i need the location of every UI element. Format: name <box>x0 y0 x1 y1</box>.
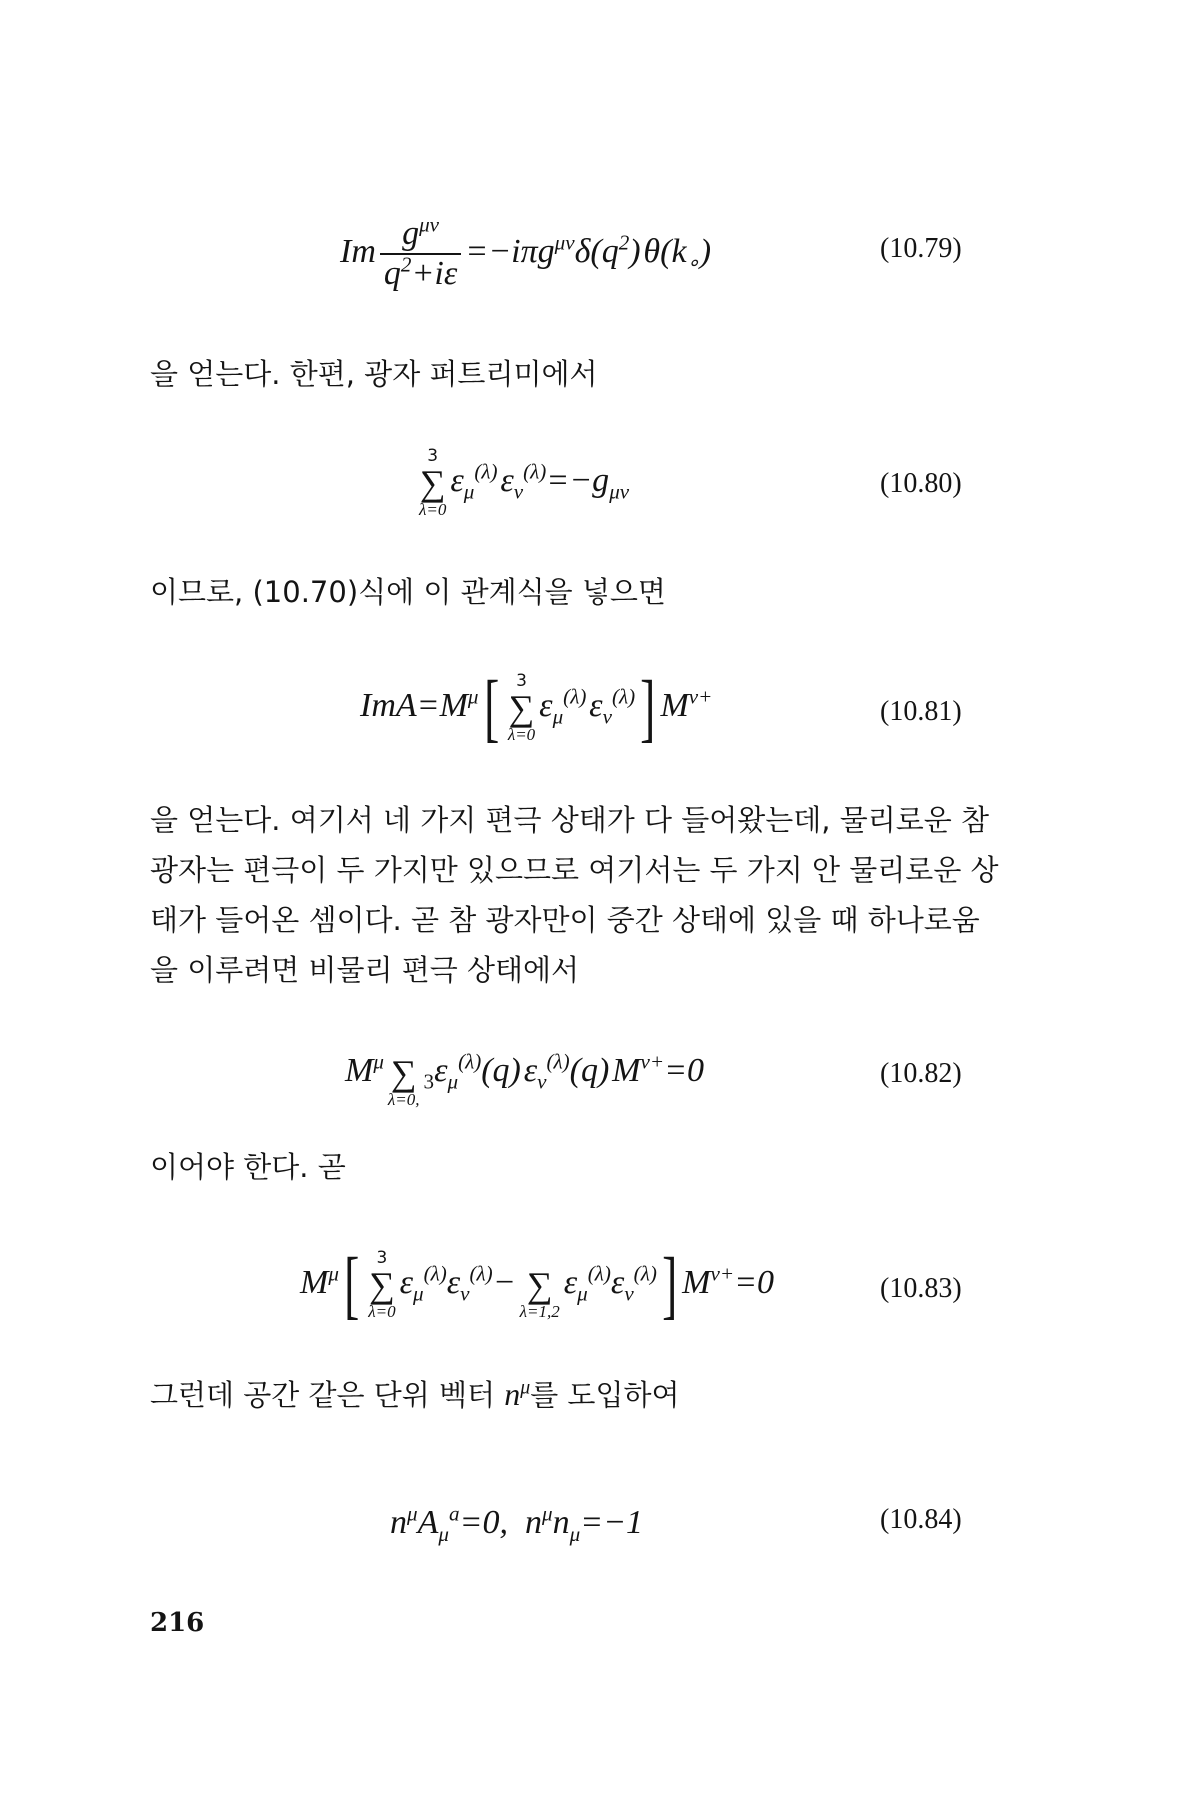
paragraph-5-text: 를 도입하여 <box>530 1378 680 1412</box>
equation-10-79 <box>0 205 1200 315</box>
unit-vector-symbol <box>504 1376 530 1412</box>
equation-10-83-body: $M^\mu$[ 3 ∑ λ=0 $\varepsilon_\mu^{(\lambda)}\varepsilon_\nu^{(\lambda)}-$ ∑ λ=1,2 $\varepsilon_\mu^{(\lambda)}\varepsilon_\nu^{(\lambda)}$] $M^{\nu+}=0$ <box>300 1243 775 1327</box>
paragraph-2: 이므로, (10.70)식에 이 관계식을 넣으면 <box>150 575 666 609</box>
paragraph-5 <box>150 1370 990 1419</box>
equation-10-82-body: $M^\mu$ ∑ λ=0, $_3\varepsilon_\mu^{(\lambda)}(q)$ $\varepsilon_\nu^{(\lambda)}(q)$ $M^{\nu+}=0$ <box>345 1049 705 1109</box>
unit-vector-index: μ <box>520 1376 531 1399</box>
equation-number: (10.83) <box>880 1273 962 1304</box>
paragraph-3-line: 광자는 편극이 두 가지만 있으므로 여기서는 두 가지 안 물리로운 상 <box>150 853 999 887</box>
unit-vector-letter: n <box>504 1376 521 1412</box>
paragraph-3-line: 태가 들어온 셈이다. 곧 참 광자만이 중간 상태에 있을 때 하나로움 <box>150 903 980 937</box>
equation-10-81-body: $ImA=M^\mu$[ 3 ∑ λ=0 $\varepsilon_\mu^{(\lambda)}$ $\varepsilon_\nu^{(\lambda)}$] $M^{\nu+}$ <box>360 666 713 750</box>
equation-10-84 <box>0 1482 1200 1592</box>
equation-10-80-body: 3 ∑ λ=0 $\varepsilon_\mu^{(\lambda)}$ $\varepsilon_\nu^{(\lambda)}=-g_{\mu\nu}$ <box>419 446 630 519</box>
equation-10-81 <box>0 668 1200 778</box>
equation-10-79-body: Im $\frac{g^{\mu\nu}}{q^2+i\varepsilon}$ $=-i\pi g^{\mu\nu}\delta(q^2)$ $\theta(k_\circ)$ <box>340 212 712 292</box>
page-number: 216 <box>150 1608 205 1638</box>
equation-number: (10.84) <box>880 1504 962 1535</box>
paragraph-5-text: 그런데 공간 같은 단위 벡터 <box>150 1378 505 1412</box>
equation-number: (10.80) <box>880 468 962 499</box>
equation-number: (10.82) <box>880 1058 962 1089</box>
equation-10-84-body: $n^\mu A_\mu^a=0$, $n^\mu n_\mu=-1$ <box>390 1501 644 1546</box>
equation-10-82 <box>0 1030 1200 1140</box>
paragraph-3 <box>150 795 999 995</box>
equation-10-80 <box>0 440 1200 550</box>
equation-10-83 <box>0 1245 1200 1355</box>
paragraph-3-line: 을 얻는다. 여기서 네 가지 편극 상태가 다 들어왔는데, 물리로운 참 <box>150 803 989 837</box>
paragraph-3-line: 을 이루려면 비물리 편극 상태에서 <box>150 953 580 987</box>
equation-number: (10.81) <box>880 696 962 727</box>
paragraph-1: 을 얻는다. 한편, 광자 퍼트리미에서 <box>150 357 598 391</box>
paragraph-4: 이어야 한다. 곧 <box>150 1150 346 1184</box>
equation-number: (10.79) <box>880 233 962 264</box>
